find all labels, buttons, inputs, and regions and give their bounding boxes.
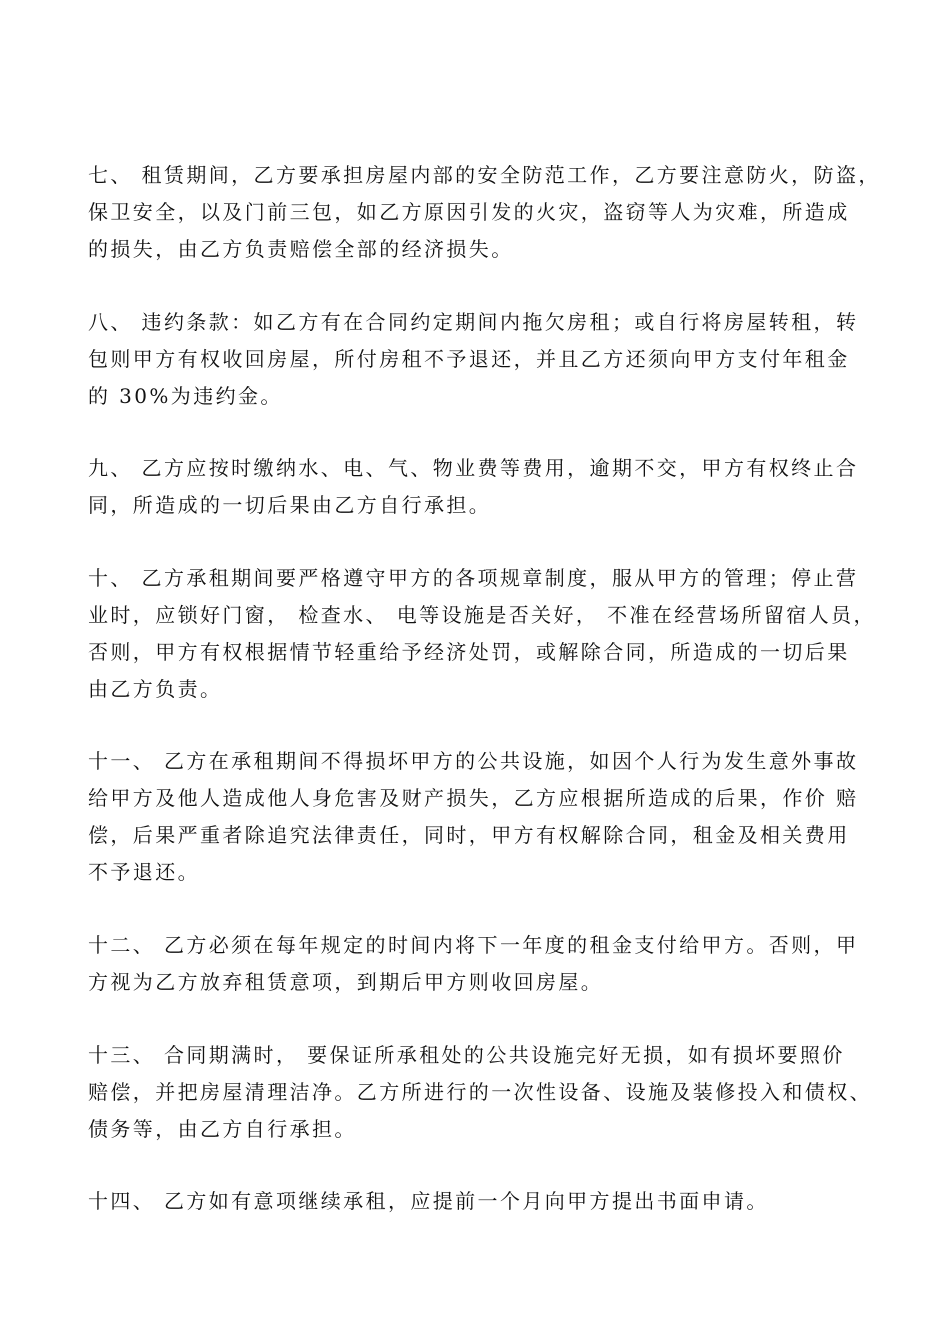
clause-line: 赔偿，并把房屋清理洁净。乙方所进行的一次性设备、设施及装修投入和债权、 xyxy=(88,1080,872,1104)
clause-10 xyxy=(88,560,876,708)
clause-13 xyxy=(88,1037,872,1148)
clause-line: 十、 乙方承租期间要严格遵守甲方的各项规章制度，服从甲方的管理；停止营 xyxy=(88,566,859,590)
clause-line: 保卫安全，以及门前三包，如乙方原因引发的火灾，盗窃等人为灾难，所造成 xyxy=(88,200,850,224)
clause-line: 偿，后果严重者除追究法律责任，同时，甲方有权解除合同，租金及相关费用 xyxy=(88,823,850,847)
clause-line: 债务等，由乙方自行承担。 xyxy=(88,1117,357,1141)
clause-11 xyxy=(88,743,868,891)
clause-line: 不予退还。 xyxy=(88,860,200,884)
clause-12 xyxy=(88,927,868,1001)
clause-line: 九、 乙方应按时缴纳水、电、气、物业费等费用，逾期不交，甲方有权终止合 xyxy=(88,456,859,480)
clause-line: 十一、 乙方在承租期间不得损坏甲方的公共设施，如因个人行为发生意外事故 xyxy=(88,749,859,773)
clause-line: 七、 租赁期间，乙方要承担房屋内部的安全防范工作，乙方要注意防火，防盗， xyxy=(88,163,881,187)
clause-9 xyxy=(88,450,868,524)
clause-7 xyxy=(88,157,881,268)
clause-line: 包则甲方有权收回房屋，所付房租不予退还，并且乙方还须向甲方支付年租金 xyxy=(88,347,850,371)
clause-line: 十二、 乙方必须在每年规定的时间内将下一年度的租金支付给甲方。否则，甲 xyxy=(88,933,859,957)
clause-line: 否则，甲方有权根据情节轻重给予经济处罚，或解除合同，所造成的一切后果 xyxy=(88,640,850,664)
clause-line: 的损失，由乙方负责赔偿全部的经济损失。 xyxy=(88,237,514,261)
clause-line: 给甲方及他人造成他人身危害及财产损失，乙方应根据所造成的后果，作价 赔 xyxy=(88,786,859,810)
clause-8 xyxy=(88,304,868,415)
clause-line: 由乙方负责。 xyxy=(88,677,223,701)
clause-line: 八、 违约条款：如乙方有在合同约定期间内拖欠房租；或自行将房屋转租，转 xyxy=(88,310,859,334)
clause-line: 方视为乙方放弃租赁意项，到期后甲方则收回房屋。 xyxy=(88,970,604,994)
clause-14 xyxy=(88,1183,868,1220)
clause-line: 十三、 合同期满时， 要保证所承租处的公共设施完好无损，如有损坏要照价 xyxy=(88,1043,845,1067)
clause-line: 的 30%为违约金。 xyxy=(88,384,283,408)
clause-line: 业时，应锁好门窗， 检查水、 电等设施是否关好， 不准在经营场所留宿人员， xyxy=(88,603,876,627)
clause-line: 同，所造成的一切后果由乙方自行承担。 xyxy=(88,493,492,517)
clause-line: 十四、 乙方如有意项继续承租，应提前一个月向甲方提出书面申请。 xyxy=(88,1189,769,1213)
